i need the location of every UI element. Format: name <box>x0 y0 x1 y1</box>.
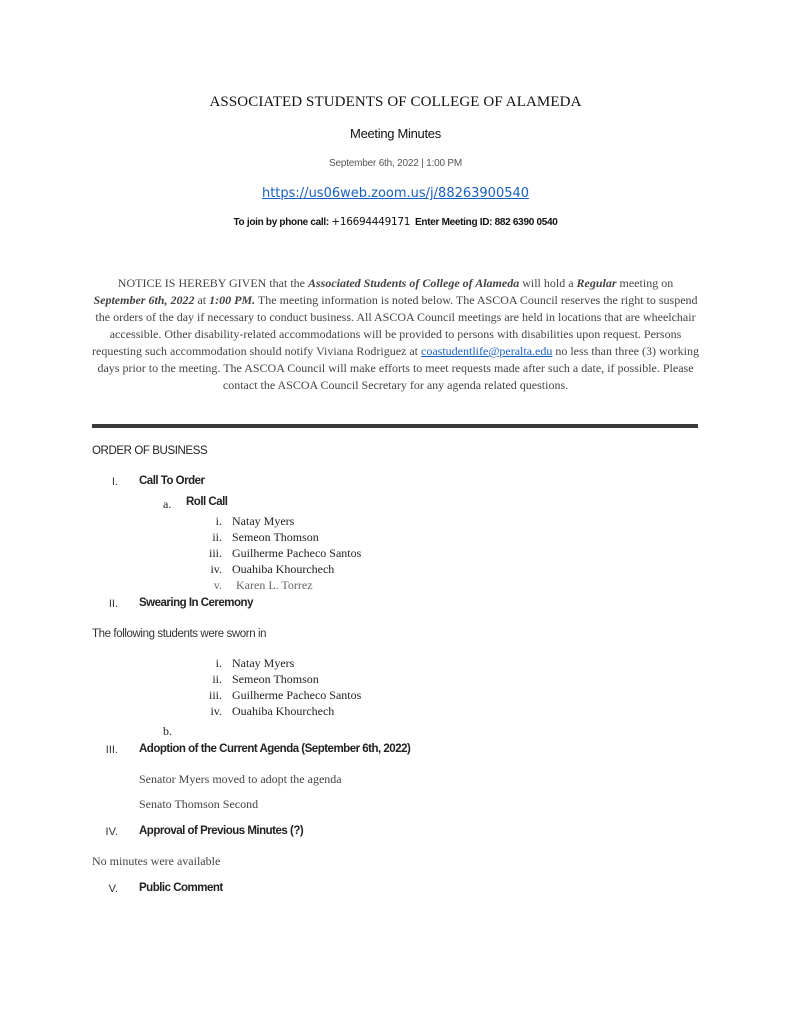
roll-call-member: Guilherme Pacheco Santos <box>232 546 362 560</box>
phone-prefix: To join by phone call: <box>233 217 332 228</box>
section-title-adoption-agenda: Adoption of the Current Agenda (September 6th, 2022) <box>139 743 411 755</box>
notice-date: September 6th, 2022 <box>93 293 195 307</box>
section-title-call-to-order: Call To Order <box>139 475 205 487</box>
roll-call-heading: Roll Call <box>186 496 228 508</box>
notice-text: meeting on <box>616 276 674 290</box>
list-numeral: iii. <box>208 546 222 560</box>
section-numeral: IV. <box>105 826 118 838</box>
agenda-second-note: Senato Thomson Second <box>139 797 259 811</box>
minutes-note: No minutes were available <box>92 854 221 868</box>
notice-text: The meeting information is noted below. The ASCOA Council reserves the right to suspend the orders of the day if necessary to conduct business. All ASCOA Council meetings are held in locations that are wheelchair accessible. Other disability-related accommodations will be provided to persons with disabilities upon request. Persons requesting such accommodation should notify Viviana Rodriguez at <box>92 293 698 358</box>
phone-number: +16694449171 <box>331 216 411 228</box>
section-title-swearing-in: Swearing In Ceremony <box>139 597 253 609</box>
section-numeral: II. <box>108 598 118 610</box>
phone-join-info <box>0 216 791 228</box>
notice-text: will hold a <box>519 276 577 290</box>
list-numeral: ii. <box>212 530 222 544</box>
list-numeral: v. <box>213 578 222 592</box>
list-numeral: iv. <box>210 704 222 718</box>
notice-paragraph <box>92 275 699 394</box>
organization-title: ASSOCIATED STUDENTS OF COLLEGE OF ALAMEDA <box>209 94 582 110</box>
sworn-in-member: Semeon Thomson <box>232 672 319 686</box>
list-numeral: i. <box>215 656 222 670</box>
contact-email-link[interactable]: coastudentlife@peralta.edu <box>421 344 553 358</box>
roll-call-member: Ouahiba Khourchech <box>232 562 335 576</box>
agenda-motion-note: Senator Myers moved to adopt the agenda <box>139 772 342 786</box>
sworn-in-intro: The following students were sworn in <box>92 628 267 640</box>
subsection-letter: b. <box>163 724 172 738</box>
section-numeral: I. <box>111 476 118 488</box>
zoom-meeting-link[interactable]: https://us06web.zoom.us/j/88263900540 <box>261 186 530 201</box>
notice-meeting-type: Regular <box>576 276 617 290</box>
roll-call-member: Semeon Thomson <box>232 530 319 544</box>
order-of-business-heading: ORDER OF BUSINESS <box>92 445 208 457</box>
notice-org-name: Associated Students of College of Alameda <box>307 276 520 290</box>
list-numeral: i. <box>215 514 222 528</box>
notice-time: 1:00 PM. <box>209 293 256 307</box>
list-numeral: iv. <box>210 562 222 576</box>
section-numeral: III. <box>105 744 118 756</box>
list-numeral: iii. <box>208 688 222 702</box>
meeting-id: Enter Meeting ID: 882 6390 0540 <box>410 217 558 228</box>
meeting-date: September 6th, 2022 | 1:00 PM <box>329 158 462 169</box>
section-numeral: V. <box>108 883 118 895</box>
section-title-public-comment: Public Comment <box>139 882 223 894</box>
subsection-letter: a. <box>163 497 172 511</box>
notice-text: no less than three (3) working days prior to the meeting. The ASCOA Council will make efforts to meet requests made after such a date, if possible. Please contact the ASCOA Council Secretary for any agenda related questions. <box>97 344 699 392</box>
section-divider <box>92 424 698 428</box>
sworn-in-member: Guilherme Pacheco Santos <box>232 688 362 702</box>
notice-text: at <box>194 293 210 307</box>
list-numeral: ii. <box>212 672 222 686</box>
sworn-in-member: Ouahiba Khourchech <box>232 704 335 718</box>
sworn-in-member: Natay Myers <box>232 656 295 670</box>
roll-call-member: Karen L. Torrez <box>236 578 313 592</box>
document-title: Meeting Minutes <box>350 126 441 141</box>
notice-text: NOTICE IS HEREBY GIVEN that the <box>117 276 308 290</box>
section-title-previous-minutes: Approval of Previous Minutes (?) <box>139 825 304 837</box>
roll-call-member: Natay Myers <box>232 514 295 528</box>
